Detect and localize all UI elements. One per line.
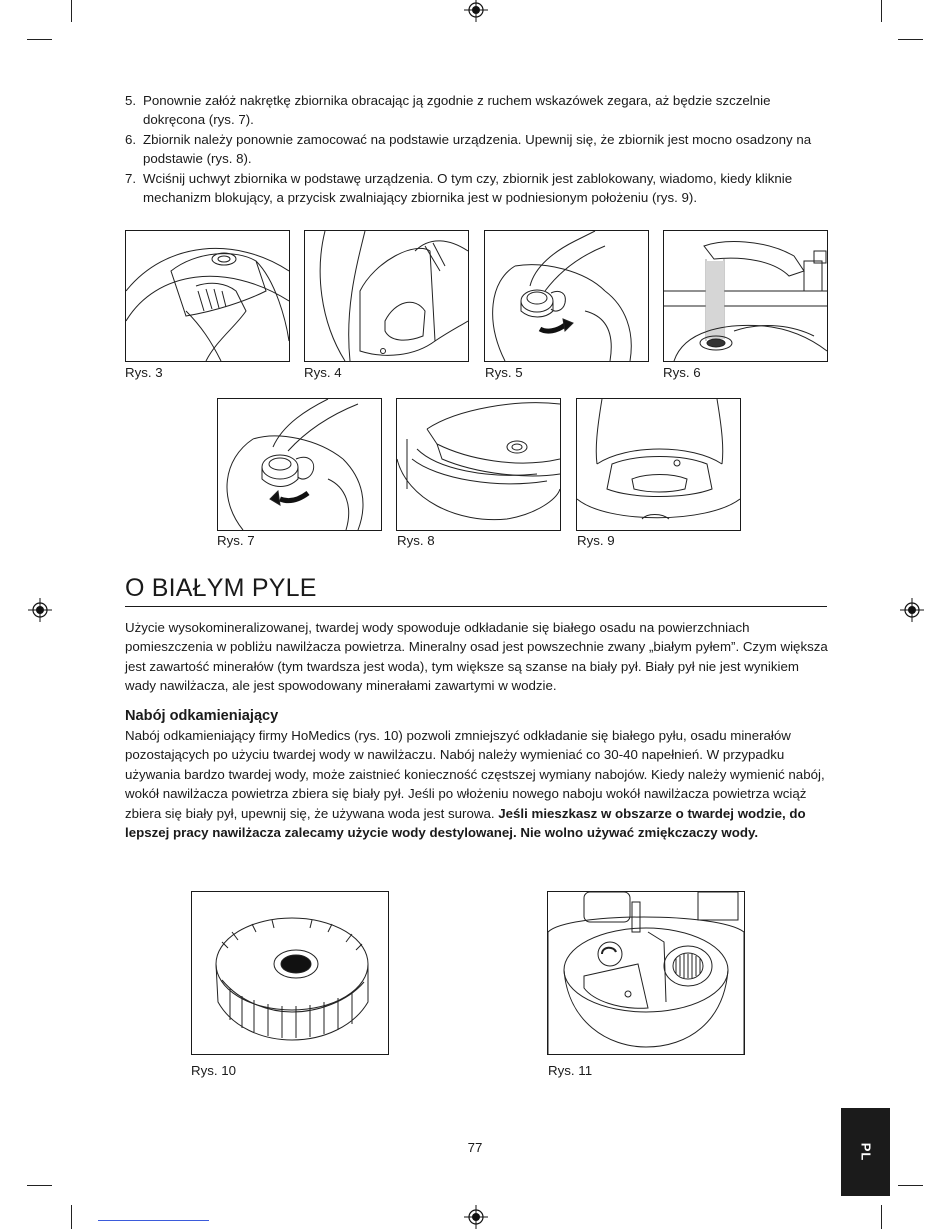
figure-caption: Rys. 10 xyxy=(191,1063,237,1078)
intro-paragraph: Użycie wysokomineralizowanej, twardej wody spowoduje odkładanie się białego osadu na powierzchniach pomieszczenia w pobliżu nawilżacza powietrza. Mineralny osad jest powszechnie zwany „białym pyłem”. Czym większa jest zawartość minerałów (tym twardsza jest woda), tym większe są szanse na biały pył. Biały pył nie jest wynikiem wady nawilżacza, ale jest spowodowany minerałami zawartymi w wodzie. xyxy=(125,620,828,694)
crop-mark xyxy=(881,1205,882,1229)
crop-mark xyxy=(71,0,72,22)
figure-7-illustration xyxy=(217,398,382,531)
subsection-title: Nabój odkamieniający xyxy=(125,708,279,724)
instruction-step xyxy=(125,169,825,208)
language-tab-label: PL xyxy=(858,1142,873,1162)
instruction-list xyxy=(125,91,825,207)
figure-caption: Rys. 8 xyxy=(397,533,435,548)
crop-mark xyxy=(27,39,52,40)
instruction-step xyxy=(125,130,825,169)
step-text: Wciśnij uchwyt zbiornika w podstawę urządzenia. O tym czy, zbiornik jest zablokowany, wiadomo, kiedy kliknie mechanizm blokujący, a przycisk zwalniający zbiornika jest w podniesionym położeniu (rys. 9). xyxy=(143,170,793,206)
body-warning-text: Jeśli mieszkasz w obszarze o twardej wodzie, do lepszej pracy nawilżacza zalecamy użycie wody destylowanej. Nie wolno używać zmiękczaczy wody. xyxy=(125,805,806,841)
figure-caption: Rys. 3 xyxy=(125,365,163,380)
registration-mark-icon xyxy=(900,598,924,622)
crop-mark xyxy=(898,39,923,40)
step-text: Ponownie załóż nakrętkę zbiornika obracając ją zgodnie z ruchem wskazówek zegara, aż będzie szczelnie dokręcona (rys. 7). xyxy=(143,93,771,128)
figure-caption: Rys. 5 xyxy=(485,365,523,380)
figure-10-illustration xyxy=(191,891,389,1055)
footer-link-line xyxy=(98,1220,209,1221)
step-number: 5. xyxy=(125,93,137,108)
crop-mark xyxy=(71,1205,72,1229)
crop-mark xyxy=(881,0,882,22)
figure-caption: Rys. 11 xyxy=(548,1063,593,1078)
page-number: 77 xyxy=(467,1140,483,1155)
crop-mark xyxy=(27,1185,52,1186)
body-paragraph xyxy=(125,726,830,842)
registration-mark-icon xyxy=(464,0,488,22)
language-tab xyxy=(841,1108,890,1196)
figure-caption: Rys. 7 xyxy=(217,533,255,548)
registration-mark-icon xyxy=(28,598,52,622)
crop-mark xyxy=(898,1185,923,1186)
figure-5-illustration xyxy=(484,230,649,362)
figure-caption: Rys. 6 xyxy=(663,365,701,380)
heading-rule xyxy=(125,606,827,607)
step-text: Zbiornik należy ponownie zamocować na podstawie urządzenia. Upewnij się, że zbiornik jest mocno osadzony na podstawie (rys. 8). xyxy=(143,131,812,167)
figure-caption: Rys. 4 xyxy=(304,365,342,380)
instruction-step xyxy=(125,91,825,130)
figure-8-illustration xyxy=(396,398,561,531)
step-number: 7. xyxy=(125,170,137,186)
figure-6-illustration xyxy=(663,230,828,362)
figure-caption: Rys. 9 xyxy=(577,533,615,548)
figure-3-illustration xyxy=(125,230,290,362)
section-title: O BIAŁYM PYLE xyxy=(125,574,317,602)
registration-mark-icon xyxy=(464,1205,488,1229)
body-text: Nabój odkamieniający firmy HoMedics (rys. 10) pozwoli zmniejszyć odkładanie się białego pyłu, osadu minerałów pozostających po użyciu twardej wody w nawilżaczu. Nabój należy wymieniać co 30-40 napełnień. W przypadku używania bardzo twardej wody, może zaistnieć konieczność częstszej wymiany nabojów. Kiedy należy wymienić nabój, wokół nawilżacza powietrza zbiera się biały pył. Jeśli po włożeniu nowego naboju wokół nawilżacza powietrza wciąż zbiera się biały pył, upewnij się, że używana woda jest surowa. xyxy=(125,728,825,821)
figure-4-illustration xyxy=(304,230,469,362)
step-number: 6. xyxy=(125,131,137,147)
figure-9-illustration xyxy=(576,398,741,531)
figure-11-illustration xyxy=(547,891,745,1055)
